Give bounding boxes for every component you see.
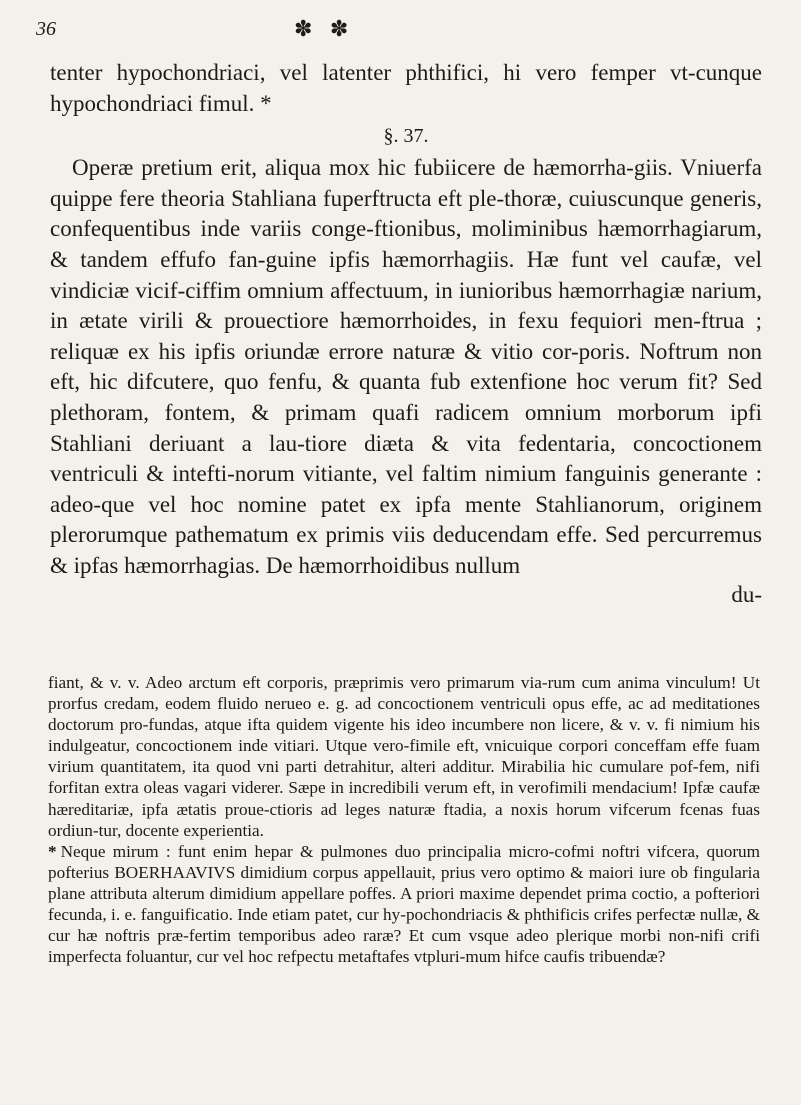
footnote-star [48, 841, 760, 968]
footnotes [48, 672, 760, 967]
main-text [50, 58, 762, 608]
page-number: 36 [36, 18, 56, 40]
paragraph-continuation: tenter hypochondriaci, vel latenter phthifici, hi vero femper vt-cunque hypochondriaci fimul. * [50, 60, 762, 116]
footnote-text: Neque mirum : funt enim hepar & pulmones duo principalia micro-cofmi noftri vifcera, quorum pofterius BOERHAAVIVS dimidium corpus appellauit, prius vero optimo & maiori iure ob fingularia plane attributa alterum dimidium appellare poffes. A priori maxime dependet prima coctio, a pofteriori fecunda, i. e. fanguificatio. Inde etiam patet, cur hy-pochondriacis & phthificis crifes perfectæ nullæ, & cur hæ noftris præ-fertim temporibus adeo raræ? Et cum vsque adeo plerique morbi non-nifi crifi imperfecta foluantur, cur vel hoc refpectu metaftafes vtpluri-mum hifce caufis tribuendæ? [48, 841, 760, 967]
section-number: §. 37. [383, 125, 429, 148]
footnote-marker: * [48, 841, 57, 861]
catchword: du- [731, 581, 762, 607]
footnote-continuation: fiant, & v. v. Adeo arctum eft corporis, præprimis vero primarum via-rum cum anima vinculum! Ut prorfus credam, eodem fluido nerueo e. g. ad concoctionem ventriculi opus effe, ac ad meditationes doctorum pro-fundas, atque ifta quidem vigente his ideo incumbere non licere, & v. v. fi nimium his indulgeatur, concoctionem inde vitiari. Utque vero-fimile eft, vnicuique corpori conceffam effe fuam virium quantitatem, ita quod vni parti detrahitur, alteri additur. Mirabilia hic cumulare pof-fem, nifi forfitan extra oleas vagari viderer. Sæpe in incredibili verum eft, in verofimili mendacium! Ipfæ caufæ hæreditariæ, ipfa ætatis proue-ctioris ad leges naturæ ftadia, a noxis horum vifcerum fcenas fuas ordiun-tur, docente experientia. [48, 673, 760, 840]
paragraph-haemorrhagiae: Operæ pretium erit, aliqua mox hic fubiicere de hæmorrha-giis. Vniuerfa quippe fere theoria Stahliana fuperftructa eft ple-thoræ, cuiuscunque generis, confequentibus inde variis conge-ftionibus, moliminibus hæmorrhagiarum, & tandem effufo fan-guine ipfis hæmorrhagiis. Hæ funt vel caufæ, vel vindiciæ vicif-ciffim omnium affectuum, in iunioribus hæmorrhagiæ narium, in ætate virili & prouectiore hæmorrhoides, in fexu fequiori men-ftrua ; reliquæ ex his ipfis oriundæ errore naturæ & vitio cor-poris. Noftrum non eft, hic difcutere, quo fenfu, & quanta fub extenfione hoc verum fit? Sed plethoram, fontem, & primam quafi radicem omnium morborum ipfi Stahliani deriuant a lau-tiore diæta & vita fedentaria, concoctionem ventriculi & intefti-norum vitiante, vel faltim nimium fanguinis generante : adeo-que vel hoc nomine patet ex ipfa mente Stahlianorum, originem plerorumque pathematum ex primis viis deducendam effe. Sed percurremus & ipfas hæmorrhagias. De hæmorrhoidibus nullum [50, 155, 762, 578]
page-header [36, 14, 765, 48]
header-ornament-icon: ✽ ✽ [294, 16, 355, 41]
